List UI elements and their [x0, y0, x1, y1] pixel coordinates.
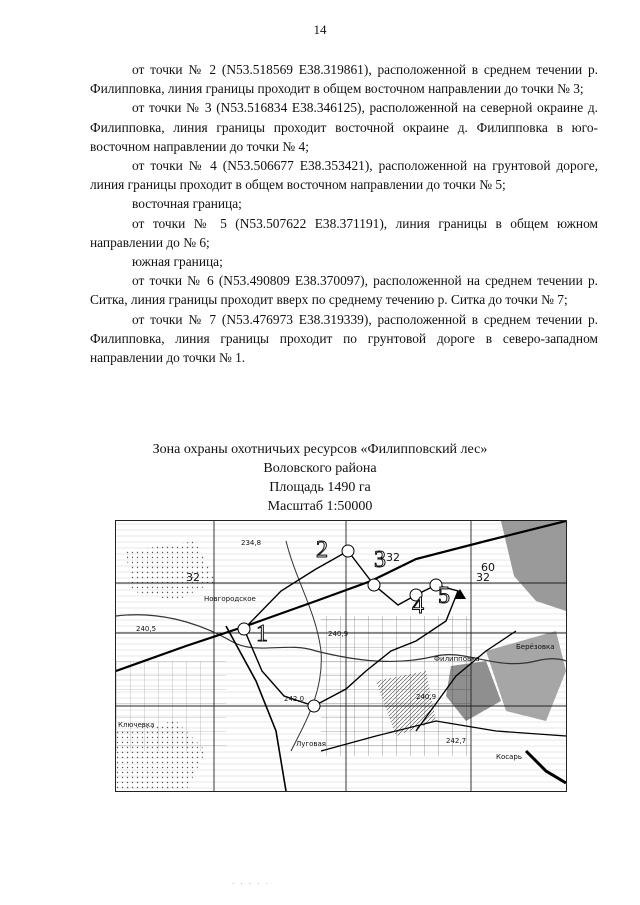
elevation-label: 240,9: [328, 630, 349, 638]
paragraph-point-2: от точки № 2 (N53.518569 E38.319861), расположенной в среднем течении р. Филипповка, линия границы проходит в общем восточном направлении до точки № 3;: [90, 62, 598, 97]
grid-label: 32: [476, 571, 490, 584]
place-label: Луговая: [296, 740, 326, 748]
point-label-5: 5: [438, 583, 450, 609]
point-label-2: 2: [316, 537, 328, 563]
point-label-3: 3: [374, 547, 386, 573]
boundary-point-marker: [238, 623, 250, 635]
elevation-label: 240,5: [136, 625, 157, 633]
grid-label: 60: [481, 561, 495, 574]
map-svg: [116, 521, 566, 791]
place-label: Новгородское: [204, 595, 256, 603]
map-caption: [0, 440, 640, 516]
document-body: [90, 60, 598, 367]
paragraph-point-5: от точки № 5 (N53.507622 E38.371191), линия границы в общем южном направлении до № 6;: [90, 215, 598, 250]
elevation-label: 234,8: [241, 539, 262, 547]
boundary-point-marker: [368, 579, 380, 591]
paragraph-east-border: восточная граница;: [132, 196, 242, 212]
page-number: 14: [313, 22, 327, 37]
elevation-label: 242,0: [284, 695, 305, 703]
paragraph-point-6: от точки № 6 (N53.490809 E38.370097), расположенной на среднем течении р. Ситка, линия границы проходит вверх по среднему течению р. Ситка до точки № 7;: [90, 273, 598, 308]
place-label: Ключевка: [118, 721, 155, 729]
point-label-1: 1: [256, 621, 268, 647]
map-zone-title: Зона охраны охотничьих ресурсов «Филипповский лес»: [152, 442, 488, 457]
map-scale: Масштаб 1:50000: [267, 499, 373, 514]
boundary-point-marker: [308, 700, 320, 712]
place-label: Берёзовка: [516, 643, 555, 651]
place-label: Филипповка: [434, 655, 480, 663]
elevation-label: 240,9: [416, 693, 437, 701]
point-label-4: 4: [412, 593, 424, 619]
boundary-point-marker: [342, 545, 354, 557]
grid-label: 32: [386, 551, 400, 564]
elevation-label: 242,7: [446, 737, 467, 745]
grid-label: 32: [186, 571, 200, 584]
paragraph-point-3: от точки № 3 (N53.516834 E38.346125), расположенной на северной окраине д. Филипповка, линия границы проходит восточной окраине д. Филипповка в юго-восточном направлении до точки № 4;: [90, 100, 598, 154]
paragraph-point-7: от точки № 7 (N53.476973 E38.319339), расположенной в среднем течении р. Филипповка, линия границы проходит по грунтовой дороге в северо-западном направлении до точки № 1.: [90, 311, 598, 366]
map-district: Воловского района: [263, 461, 377, 476]
place-label: Косарь: [496, 753, 522, 761]
map-area: Площадь 1490 га: [269, 480, 371, 495]
topographic-map: [115, 520, 567, 792]
paragraph-point-4: от точки № 4 (N53.506677 E38.353421), расположенной на грунтовой дороге, линия границы проходит в общем восточном направлении до точки № 5;: [90, 158, 598, 193]
paragraph-south-border: южная граница;: [132, 254, 223, 270]
scan-mark: · · · · ·: [232, 880, 271, 888]
